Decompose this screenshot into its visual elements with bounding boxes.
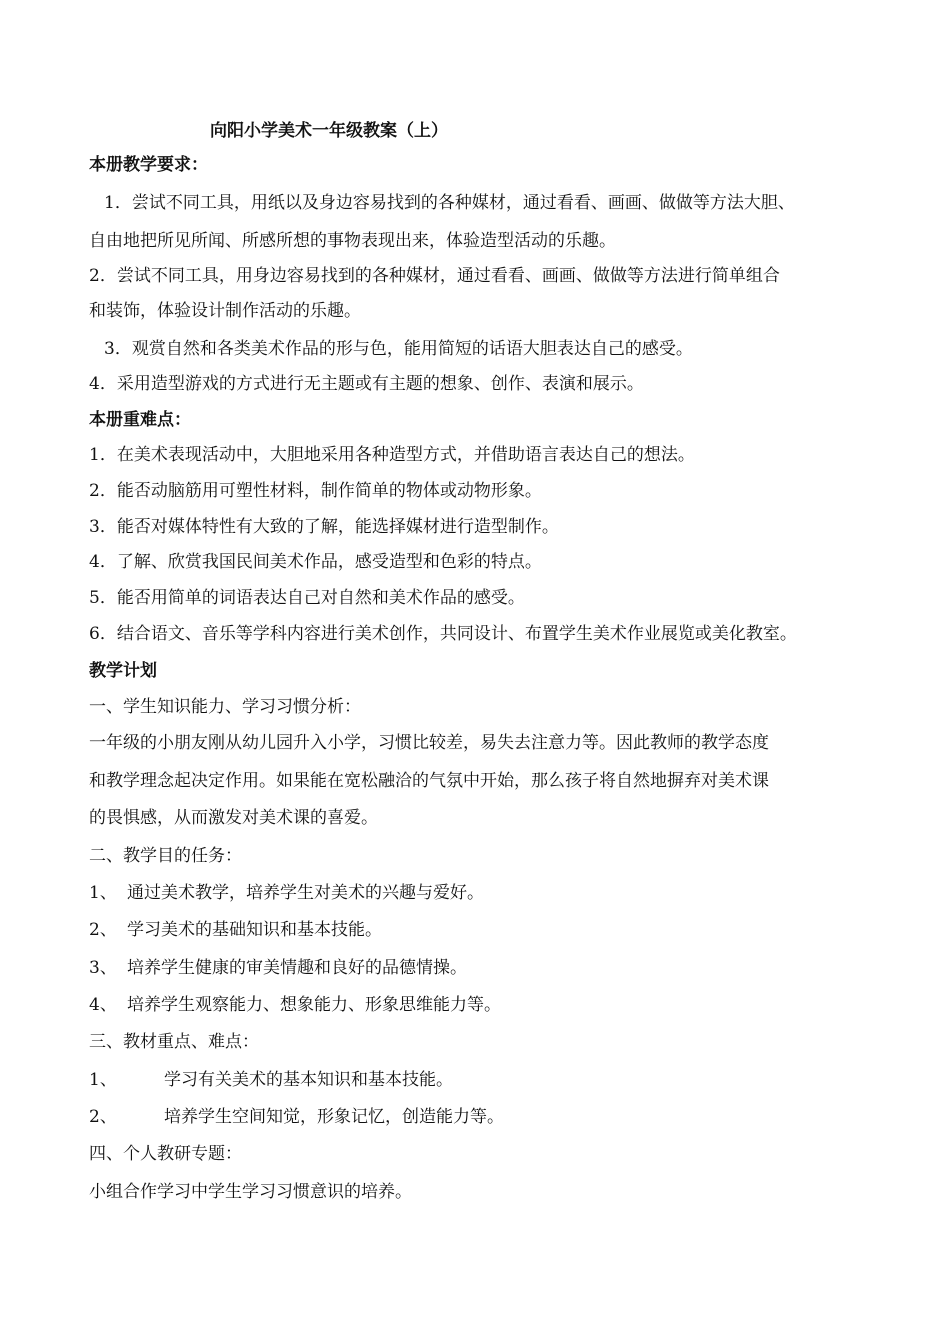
key-point-5: 5．能否用简单的词语表达自己对自然和美术作品的感受。 — [89, 588, 525, 608]
section-2-item-1: 1、 通过美术教学，培养学生对美术的兴趣与爱好。 — [89, 883, 484, 903]
section-2-item-4: 4、 培养学生观察能力、想象能力、形象思维能力等。 — [89, 995, 501, 1015]
key-point-1: 1．在美术表现活动中，大胆地采用各种造型方式，并借助语言表达自己的想法。 — [89, 445, 695, 465]
requirement-line-1: 1．尝试不同工具，用纸以及身边容易找到的各种媒材，通过看看、画画、做做等方法大胆、 — [104, 193, 795, 213]
section-1-line-2: 和教学理念起决定作用。如果能在宽松融洽的气氛中开始，那么孩子将自然地摒弃对美术课 — [89, 771, 769, 791]
requirements-heading: 本册教学要求： — [89, 155, 208, 175]
section-2-item-2: 2、 学习美术的基础知识和基本技能。 — [89, 920, 382, 940]
section-1-line-3: 的畏惧感，从而激发对美术课的喜爱。 — [89, 808, 378, 828]
requirement-line-5: 3．观赏自然和各类美术作品的形与色，能用简短的话语大胆表达自己的感受。 — [104, 339, 693, 359]
section-2-heading: 二、教学目的任务： — [89, 846, 242, 866]
section-3-item-2: 2、 培养学生空间知觉，形象记忆，创造能力等。 — [89, 1107, 504, 1127]
key-point-2: 2．能否动脑筋用可塑性材料，制作简单的物体或动物形象。 — [89, 481, 542, 501]
requirement-line-3: 2．尝试不同工具，用身边容易找到的各种媒材，通过看看、画画、做做等方法进行简单组合 — [89, 266, 780, 286]
section-1-line-1: 一年级的小朋友刚从幼儿园升入小学，习惯比较差，易失去注意力等。因此教师的教学态度 — [89, 733, 769, 753]
plan-heading: 教学计划 — [89, 661, 157, 681]
section-3-item-1: 1、 学习有关美术的基本知识和基本技能。 — [89, 1070, 453, 1090]
section-3-heading: 三、教材重点、难点： — [89, 1032, 259, 1052]
key-point-4: 4．了解、欣赏我国民间美术作品，感受造型和色彩的特点。 — [89, 552, 542, 572]
section-1-heading: 一、学生知识能力、学习习惯分析： — [89, 697, 361, 717]
section-4-heading: 四、个人教研专题： — [89, 1144, 242, 1164]
section-2-item-3: 3、 培养学生健康的审美情趣和良好的品德情操。 — [89, 958, 467, 978]
key-points-heading: 本册重难点： — [89, 410, 191, 430]
key-point-6: 6．结合语文、音乐等学科内容进行美术创作，共同设计、布置学生美术作业展览或美化教室。 — [89, 624, 797, 644]
page-title: 向阳小学美术一年级教案（上） — [210, 121, 448, 141]
requirement-line-6: 4．采用造型游戏的方式进行无主题或有主题的想象、创作、表演和展示。 — [89, 374, 644, 394]
requirement-line-2: 自由地把所见所闻、所感所想的事物表现出来，体验造型活动的乐趣。 — [89, 231, 616, 251]
key-point-3: 3．能否对媒体特性有大致的了解，能选择媒材进行造型制作。 — [89, 517, 559, 537]
requirement-line-4: 和装饰，体验设计制作活动的乐趣。 — [89, 301, 361, 321]
section-4-text: 小组合作学习中学生学习习惯意识的培养。 — [89, 1182, 412, 1202]
